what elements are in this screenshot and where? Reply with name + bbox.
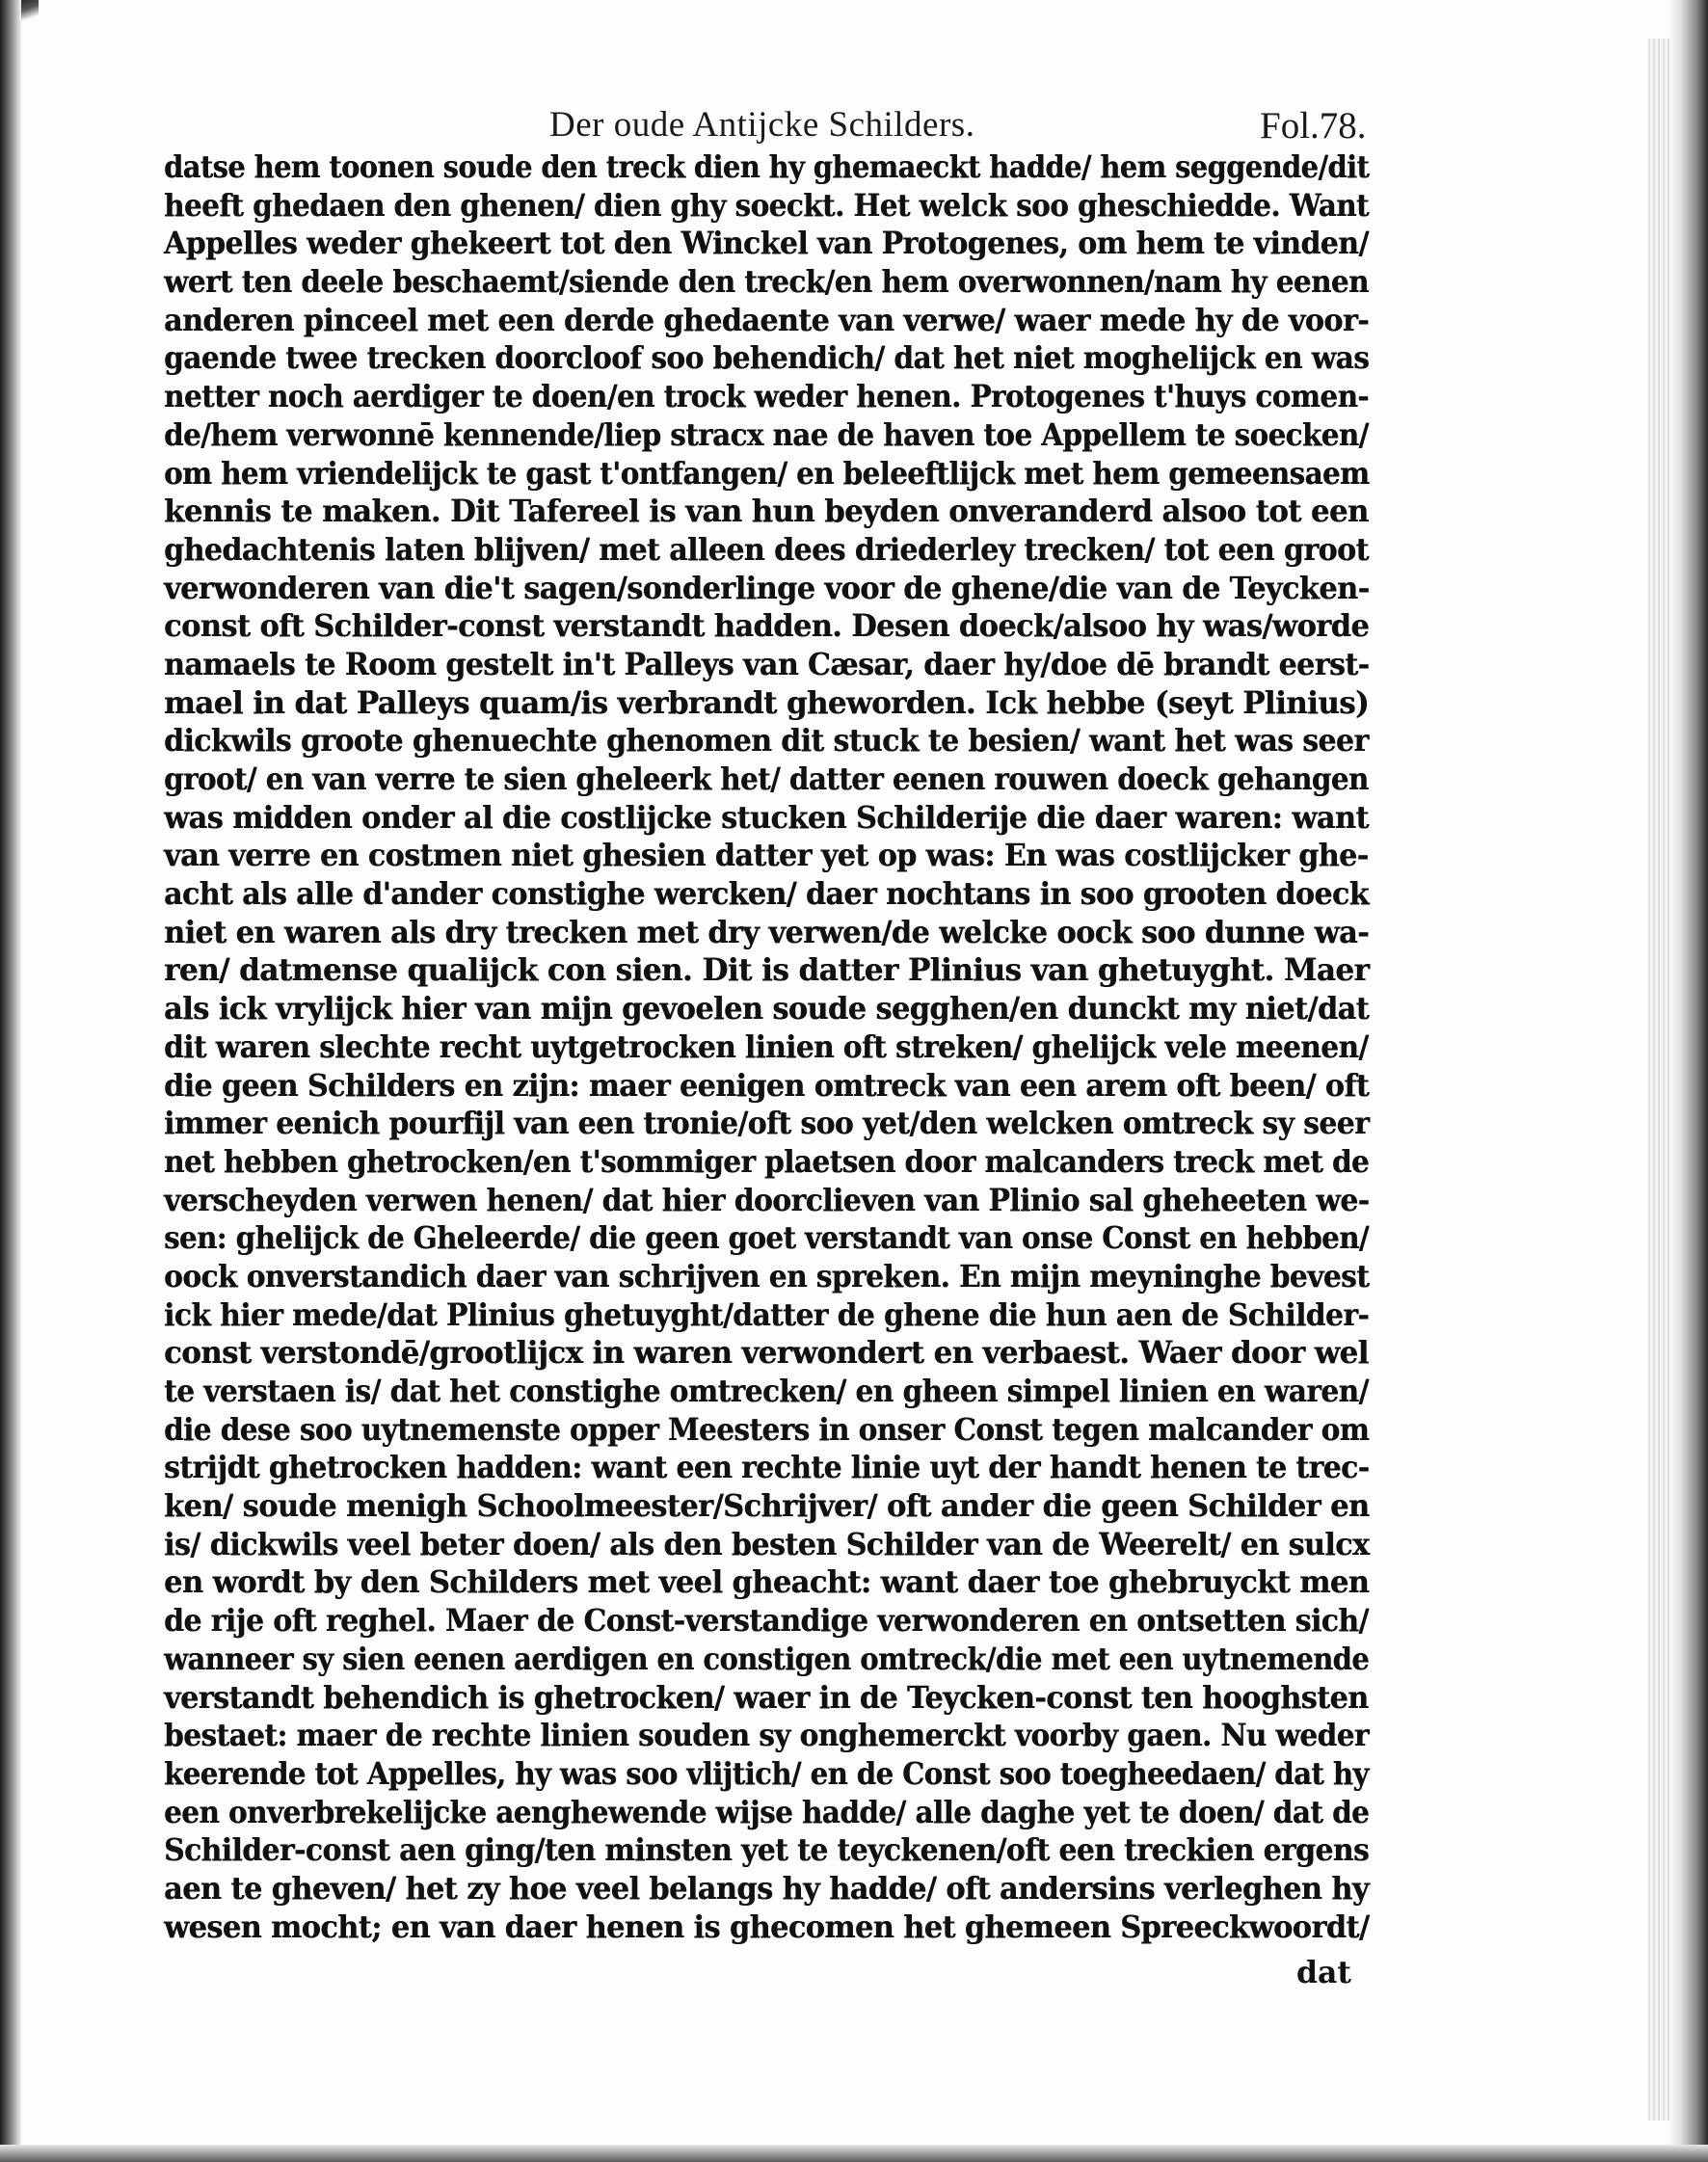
text-line: als ick vrylijck hier van mijn gevoelen soude segghen/en dunckt my niet/dat <box>164 991 1370 1028</box>
text-line: namaels te Room gestelt in't Palleys van Cæsar, daer hy/doe dē brandt eerst- <box>164 646 1370 682</box>
text-line: van verre en costmen niet ghesien datter yet op was: En was costlijcker ghe- <box>164 838 1369 874</box>
text-line: kennis te maken. Dit Tafereel is van hun beyden onveranderd alsoo tot een <box>164 494 1369 530</box>
text-line: is/ dickwils veel beter doen/ als den besten Schilder van de Weerelt/ en sulcx <box>164 1526 1370 1562</box>
text-line: bestaet: maer de rechte linien souden sy onghemerckt voorby gaen. Nu weder <box>164 1718 1369 1754</box>
text-line: sen: ghelijck de Gheleerde/ die geen goet verstandt van onse Const en hebben/ <box>164 1220 1369 1257</box>
page-fore-edge <box>1648 39 1669 2121</box>
text-line: wert ten deele beschaemt/siende den treck/en hem overwonnen/nam hy eenen <box>164 264 1369 301</box>
text-line: Schilder-const aen ging/ten minsten yet te teyckenen/oft een treckien ergens <box>164 1832 1370 1869</box>
body-text <box>164 148 1369 1946</box>
scan-left-edge <box>0 0 21 2162</box>
text-line: wanneer sy sien eenen aerdigen en constigen omtreck/die met een uytnemende <box>164 1641 1370 1677</box>
text-line: was midden onder al die costlijcke stucken Schilderije die daer waren: want <box>164 799 1369 836</box>
text-line: die geen Schilders en zijn: maer eenigen omtreck van een arem oft been/ oft <box>164 1067 1370 1104</box>
text-line: aen te gheven/ het zy hoe veel belangs hy hadde/ oft andersins verleghen hy <box>164 1870 1369 1907</box>
text-line: groot/ en van verre te sien gheleerk het/ datter eenen rouwen doeck gehangen <box>164 761 1369 797</box>
text-line: dit waren slechte recht uytgetrocken linien oft streken/ ghelijck vele meenen/ <box>164 1028 1369 1065</box>
text-line: anderen pinceel met een derde ghedaente van verwe/ waer mede hy de voor- <box>164 302 1370 338</box>
text-line: ghedachtenis laten blijven/ met alleen dees driederley trecken/ tot een groot <box>164 531 1369 568</box>
text-line: net hebben ghetrocken/en t'sommiger plaetsen door malcanders treck met de <box>164 1143 1370 1180</box>
text-line: netter noch aerdiger te doen/en trock weder henen. Protogenes t'huys comen- <box>164 379 1369 415</box>
text-line: ren/ datmense qualijck con sien. Dit is datter Plinius van ghetuyght. Maer <box>164 952 1370 989</box>
text-line: immer eenich pourfijl van een tronie/oft soo yet/den welcken omtreck sy seer <box>164 1106 1370 1142</box>
text-line: een onverbrekelijcke aenghewende wijse hadde/ alle daghe yet te doen/ dat de <box>164 1794 1370 1830</box>
text-line: ick hier mede/dat Plinius ghetuyght/datter de ghene die hun aen de Schilder- <box>164 1296 1370 1333</box>
text-line: ken/ soude menigh Schoolmeester/Schrijver/ oft ander die geen Schilder en <box>164 1488 1370 1525</box>
text-line: datse hem toonen soude den treck dien hy ghemaeckt hadde/ hem seggende/dit <box>164 149 1370 185</box>
scan-bottom-edge <box>0 2145 1708 2162</box>
text-line: Appelles weder ghekeert tot den Winckel van Protogenes, om hem te vinden/ <box>164 226 1369 262</box>
text-line: acht als alle d'ander constighe wercken/ daer nochtans in soo grooten doeck <box>164 876 1369 913</box>
scan-right-edge <box>1669 0 1708 2162</box>
text-line: heeft ghedaen den ghenen/ dien ghy soeckt. Het welck soo gheschiedde. Want <box>164 187 1369 224</box>
text-line: gaende twee trecken doorcloof soo behendich/ dat het niet moghelijck en was <box>164 340 1370 377</box>
catchword: dat <box>1296 1955 1351 1990</box>
text-line: strijdt ghetrocken hadden: want een rechte linie uyt der handt henen te trec- <box>164 1450 1370 1486</box>
text-line: de rije oft reghel. Maer de Const-verstandige verwonderen en ontsetten sich/ <box>164 1603 1369 1640</box>
running-head: Der oude Antijcke Schilders. <box>549 105 975 145</box>
text-line: wesen mocht; en van daer henen is ghecomen het ghemeen Spreeckwoordt/ <box>164 1908 1370 1945</box>
text-line: dickwils groote ghenuechte ghenomen dit stuck te besien/ want het was seer <box>164 723 1369 760</box>
text-line: te verstaen is/ dat het constighe omtrecken/ en gheen simpel linien en waren/ <box>164 1374 1369 1409</box>
text-line: keerende tot Appelles, hy was soo vlijtich/ en de Const soo toegheedaen/ dat hy <box>164 1755 1369 1792</box>
folio-number: Fol.78. <box>1260 105 1367 147</box>
text-line: om hem vriendelijck te gast t'ontfangen/ en beleeftlijck met hem gemeensaem <box>164 455 1370 492</box>
text-line: const verstondē/grootlijcx in waren verwondert en verbaest. Waer door wel <box>164 1335 1369 1372</box>
text-line: en wordt by den Schilders met veel gheacht: want daer toe ghebruyckt men <box>164 1564 1370 1601</box>
text-line: mael in dat Palleys quam/is verbrandt gheworden. Ick hebbe (seyt Plinius) <box>164 684 1370 721</box>
text-line: const oft Schilder-const verstandt hadden. Desen doeck/alsoo hy was/worde <box>164 608 1370 645</box>
text-line: oock onverstandich daer van schrijven en spreken. En mijn meyninghe bevest <box>164 1258 1370 1295</box>
text-line: verscheyden verwen henen/ dat hier doorclieven van Plinio sal gheheeten we- <box>164 1182 1370 1218</box>
text-line: verstandt behendich is ghetrocken/ waer in de Teycken-const ten hooghsten <box>164 1679 1369 1716</box>
text-line: verwonderen van die't sagen/sonderlinge voor de ghene/die van de Teycken- <box>164 570 1370 606</box>
text-line: niet en waren als dry trecken met dry verwen/de welcke oock soo dunne wa- <box>164 914 1370 950</box>
text-line: de/hem verwonnē kennende/liep stracx nae de haven toe Appellem te soecken/ <box>164 416 1369 453</box>
text-line: die dese soo uytnemenste opper Meesters in onser Const tegen malcander om <box>164 1411 1370 1448</box>
